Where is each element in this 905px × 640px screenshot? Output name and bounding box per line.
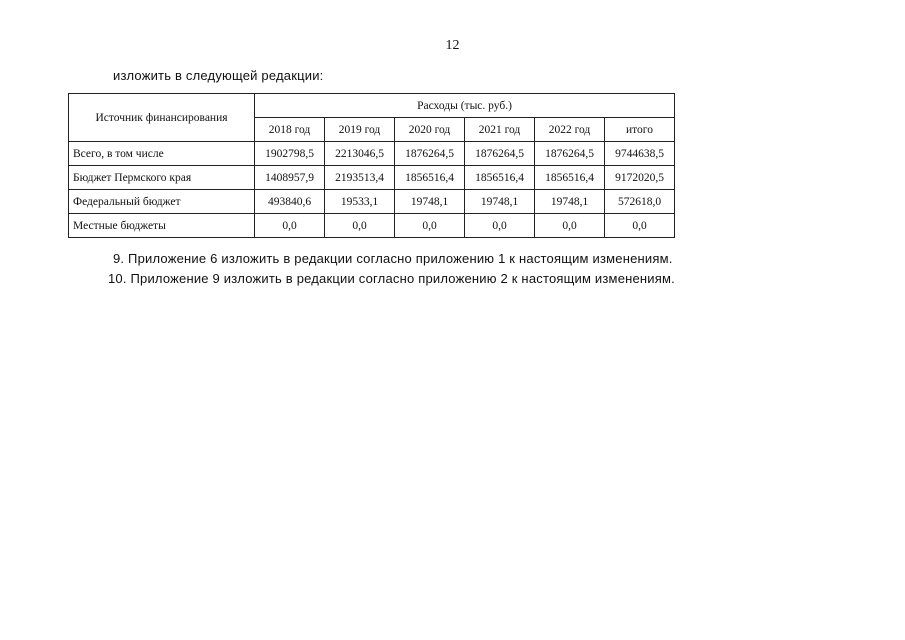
row-label: Бюджет Пермского края xyxy=(69,166,255,190)
column-header: 2021 год xyxy=(465,118,535,142)
table-cell: 19748,1 xyxy=(395,190,465,214)
table-row xyxy=(69,142,675,166)
table-row xyxy=(69,166,675,190)
column-header: 2018 год xyxy=(255,118,325,142)
expenses-header: Расходы (тыс. руб.) xyxy=(255,94,675,118)
financing-table xyxy=(68,93,675,238)
table-cell: 2193513,4 xyxy=(325,166,395,190)
table-cell: 1876264,5 xyxy=(535,142,605,166)
table-cell: 9744638,5 xyxy=(605,142,675,166)
table-cell: 0,0 xyxy=(255,214,325,238)
table-cell: 19748,1 xyxy=(465,190,535,214)
table-cell: 19748,1 xyxy=(535,190,605,214)
row-label: Федеральный бюджет xyxy=(69,190,255,214)
table-cell: 2213046,5 xyxy=(325,142,395,166)
column-header: 2020 год xyxy=(395,118,465,142)
table-cell: 493840,6 xyxy=(255,190,325,214)
table-cell: 0,0 xyxy=(325,214,395,238)
paragraph-9: 9. Приложение 6 изложить в редакции согласно приложению 1 к настоящим изменениям. xyxy=(113,251,673,266)
paragraph-10: 10. Приложение 9 изложить в редакции согласно приложению 2 к настоящим изменениям. xyxy=(108,271,675,286)
page-number: 12 xyxy=(445,38,460,53)
table-cell: 9172020,5 xyxy=(605,166,675,190)
table-cell: 0,0 xyxy=(395,214,465,238)
table-cell: 0,0 xyxy=(535,214,605,238)
column-header: 2022 год xyxy=(535,118,605,142)
table-cell: 1876264,5 xyxy=(395,142,465,166)
row-label: Всего, в том числе xyxy=(69,142,255,166)
table-row xyxy=(69,214,675,238)
table-cell: 0,0 xyxy=(605,214,675,238)
column-header: итого xyxy=(605,118,675,142)
table-cell: 1856516,4 xyxy=(535,166,605,190)
table-cell: 1876264,5 xyxy=(465,142,535,166)
table-cell: 1902798,5 xyxy=(255,142,325,166)
table-cell: 1408957,9 xyxy=(255,166,325,190)
intro-text: изложить в следующей редакции: xyxy=(113,68,324,83)
table-cell: 1856516,4 xyxy=(395,166,465,190)
table-cell: 572618,0 xyxy=(605,190,675,214)
row-label: Местные бюджеты xyxy=(69,214,255,238)
table-cell: 19533,1 xyxy=(325,190,395,214)
table-cell: 0,0 xyxy=(465,214,535,238)
column-header: 2019 год xyxy=(325,118,395,142)
table-cell: 1856516,4 xyxy=(465,166,535,190)
table-row xyxy=(69,190,675,214)
source-header: Источник финансирования xyxy=(69,94,255,142)
